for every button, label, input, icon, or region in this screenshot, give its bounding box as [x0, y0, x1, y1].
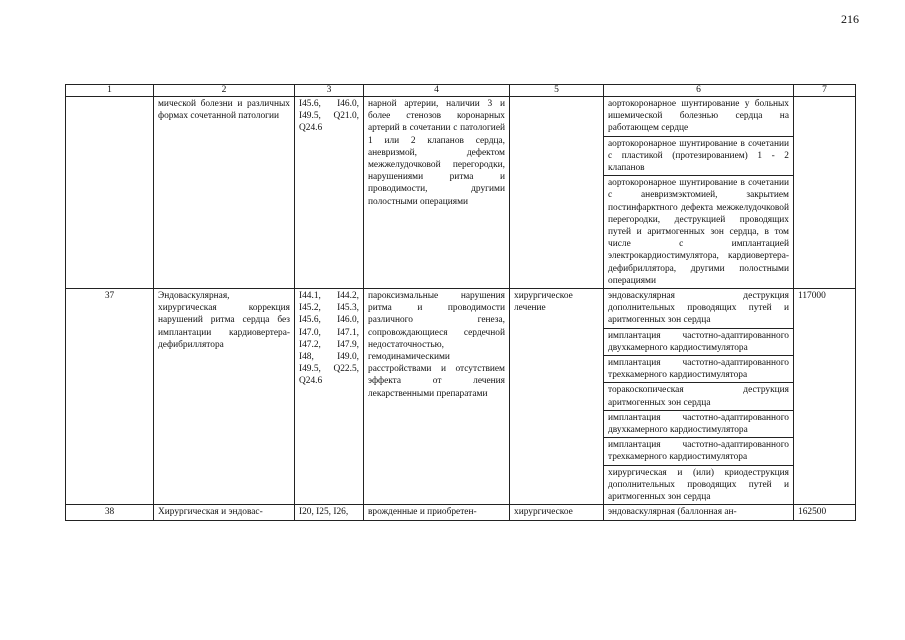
row-number	[66, 97, 154, 289]
column-header: 4	[364, 85, 510, 97]
method-item: хирургическая и (или) криодеструкция дополнительных проводящих путей и аритмогенных зон сердца	[604, 465, 793, 505]
treatment-type	[510, 97, 604, 289]
patient-model: врожденные и приобретен-	[364, 505, 510, 520]
method-item: имплантация частотно-адаптированного двухкамерного кардиостимулятора	[604, 410, 793, 437]
row-number: 37	[66, 289, 154, 505]
cost-value: 162500	[794, 505, 856, 520]
procedures-table	[65, 84, 856, 521]
procedure-name: мической болезни и различных формах сочетанной патологии	[154, 97, 295, 289]
procedure-name: Хирургическая и эндовас-	[154, 505, 295, 520]
patient-model: нарной артерии, наличии 3 и более стенозов коронарных артерий в сочетании с патологией 1 или 2 клапанов сердца, аневризмой, дефектом межжелудочковой перегородки, нарушениями ритма и проводимости, другими полостными операциями	[364, 97, 510, 289]
method-list	[604, 289, 794, 505]
method-item: имплантация частотно-адаптированного двухкамерного кардиостимулятора	[604, 328, 793, 355]
treatment-type: хирургическое лечение	[510, 289, 604, 505]
table-row	[66, 289, 856, 505]
icd-codes: I20, I25, I26,	[295, 505, 364, 520]
method-item: аортокоронарное шунтирование у больных ишемической болезнью сердца на работающем сердце	[608, 99, 789, 134]
method-item: эндоваскулярная деструкция дополнительных проводящих путей и аритмогенных зон сердца	[608, 291, 789, 326]
patient-model: пароксизмальные нарушения ритма и проводимости различного генеза, сопровождающиеся сердечной недостаточностью, гемодинамическими расстройствами и отсутствием эффекта от лечения лекарственными препаратами	[364, 289, 510, 505]
icd-codes: I44.1, I44.2, I45.2, I45.3, I45.6, I46.0, I47.0, I47.1, I47.2, I47.9, I48, I49.0, I49.5, Q22.5, Q24.6	[295, 289, 364, 505]
table-header-row	[66, 85, 856, 97]
column-header: 7	[794, 85, 856, 97]
method-item: аортокоронарное шунтирование в сочетании с аневризмэктомией, закрытием постинфарктного дефекта межжелудочковой перегородки, деструкцией проводящих путей и аритмогенных зон сердца, в том числе с имплантацией электрокардиостимулятора, кардиовертера-дефибриллятора, другими полостными операциями	[604, 175, 793, 288]
table-row	[66, 505, 856, 520]
cost-value: 117000	[794, 289, 856, 505]
method-item: имплантация частотно-адаптированного трехкамерного кардиостимулятора	[604, 355, 793, 382]
column-header: 2	[154, 85, 295, 97]
icd-codes: I45.6, I46.0, I49.5, Q21.0, Q24.6	[295, 97, 364, 289]
page-number: 216	[841, 12, 859, 26]
table-row	[66, 97, 856, 289]
procedure-name: Эндоваскулярная, хирургическая коррекция нарушений ритма сердца без имплантации кардиовертера-дефибриллятора	[154, 289, 295, 505]
method-list	[604, 97, 794, 289]
treatment-type: хирургическое	[510, 505, 604, 520]
column-header: 6	[604, 85, 794, 97]
method-item: аортокоронарное шунтирование в сочетании с пластикой (протезированием) 1 - 2 клапанов	[604, 136, 793, 176]
method-item: эндоваскулярная (баллонная ан-	[608, 507, 737, 518]
method-item: имплантация частотно-адаптированного трехкамерного кардиостимулятора	[604, 437, 793, 464]
column-header: 3	[295, 85, 364, 97]
row-number: 38	[66, 505, 154, 520]
column-header: 5	[510, 85, 604, 97]
column-header: 1	[66, 85, 154, 97]
method-item: торакоскопическая деструкция аритмогенных зон сердца	[604, 382, 793, 409]
method-list	[604, 505, 794, 520]
cost-value	[794, 97, 856, 289]
